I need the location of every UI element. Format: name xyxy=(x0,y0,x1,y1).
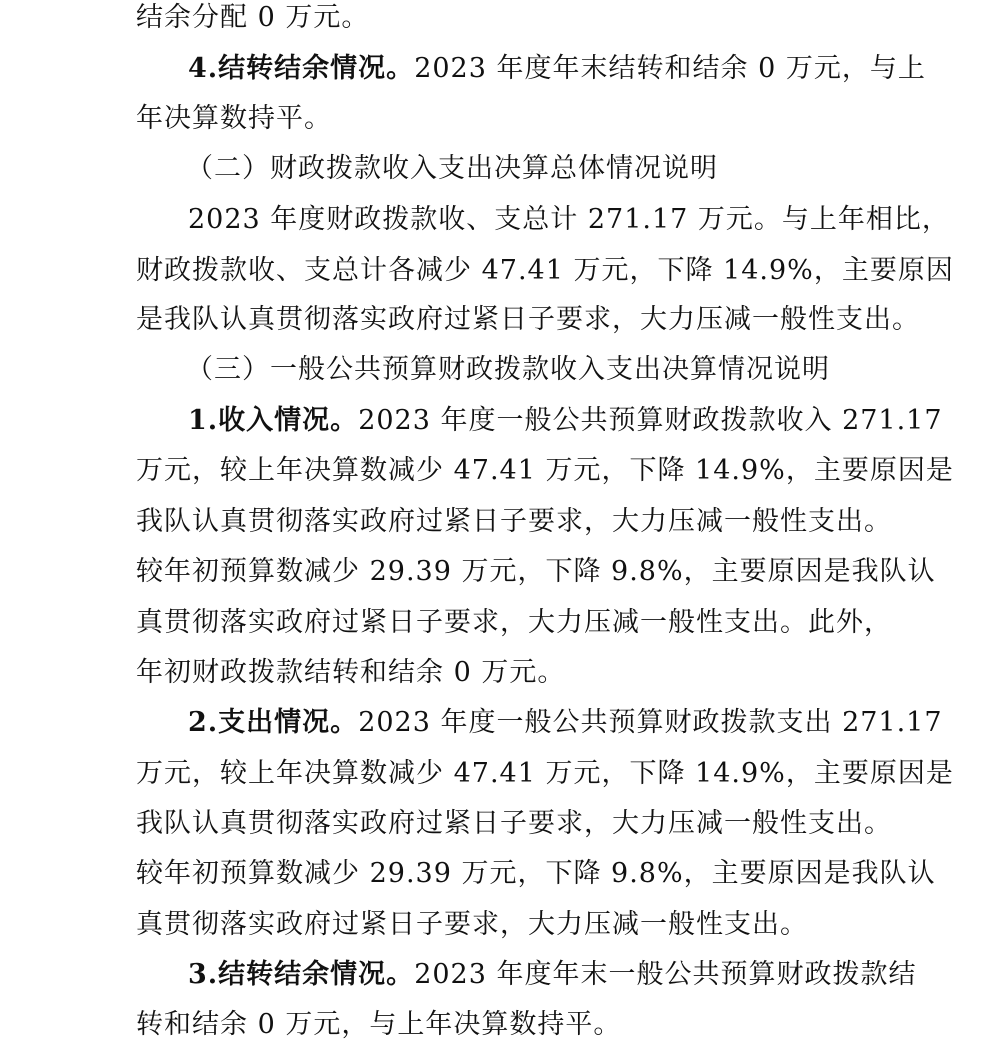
line-text: 较年初预算数减少 29.39 万元，下降 9.8%，主要原因是我队认 xyxy=(136,858,936,889)
line-text: 2023 年度年末一般公共预算财政拨款结 xyxy=(414,959,917,990)
section-item-4-heading xyxy=(188,49,926,89)
section-heading-3 xyxy=(186,350,830,390)
text-line xyxy=(136,1005,621,1045)
text-line xyxy=(136,251,954,291)
line-text: 真贯彻落实政府过紧日子要求，大力压减一般性支出。 xyxy=(136,909,808,940)
text-line xyxy=(188,200,950,240)
text-line xyxy=(136,300,920,340)
text-line xyxy=(136,552,936,592)
text-line xyxy=(136,99,332,139)
text-line xyxy=(136,653,565,693)
item-title: 2.支出情况。 xyxy=(188,707,359,738)
heading-text: （二）财政拨款收入支出决算总体情况说明 xyxy=(186,153,718,184)
line-text: 真贯彻落实政府过紧日子要求，大力压减一般性支出。此外， xyxy=(136,607,892,638)
line-text: 2023 年度一般公共预算财政拨款收入 271.17 xyxy=(358,405,943,436)
line-text: 年初财政拨款结转和结余 0 万元。 xyxy=(136,657,566,688)
section-item-3-heading xyxy=(188,955,917,995)
text-line xyxy=(136,451,954,491)
text-line xyxy=(136,804,892,844)
line-text: 我队认真贯彻落实政府过紧日子要求，大力压减一般性支出。 xyxy=(136,808,892,839)
line-text: 较年初预算数减少 29.39 万元，下降 9.8%，主要原因是我队认 xyxy=(136,556,936,587)
item-title: 3.结转结余情况。 xyxy=(188,959,415,990)
line-text: 年决算数持平。 xyxy=(136,103,332,134)
text-line xyxy=(136,0,369,38)
line-text: 2023 年度财政拨款收、支总计 271.17 万元。与上年相比， xyxy=(188,204,950,235)
line-text: 结余分配 0 万元。 xyxy=(136,2,370,33)
line-text: 是我队认真贯彻落实政府过紧日子要求，大力压减一般性支出。 xyxy=(136,304,920,335)
text-line xyxy=(136,502,892,542)
text-line xyxy=(136,854,936,894)
section-item-1-heading xyxy=(188,401,943,441)
text-line xyxy=(136,905,808,945)
line-text: 万元，较上年决算数减少 47.41 万元，下降 14.9%，主要原因是 xyxy=(136,455,954,486)
line-text: 转和结余 0 万元，与上年决算数持平。 xyxy=(136,1009,622,1040)
text-line xyxy=(136,603,892,643)
heading-text: （三）一般公共预算财政拨款收入支出决算情况说明 xyxy=(186,354,830,385)
line-text: 我队认真贯彻落实政府过紧日子要求，大力压减一般性支出。 xyxy=(136,506,892,537)
line-text: 2023 年度年末结转和结余 0 万元，与上 xyxy=(414,53,926,84)
section-heading-2 xyxy=(186,149,718,189)
line-text: 财政拨款收、支总计各减少 47.41 万元，下降 14.9%，主要原因 xyxy=(136,255,954,286)
item-title: 4.结转结余情况。 xyxy=(188,53,415,84)
section-item-2-heading xyxy=(188,703,943,743)
item-title: 1.收入情况。 xyxy=(188,405,359,436)
text-line xyxy=(136,754,954,794)
line-text: 万元，较上年决算数减少 47.41 万元，下降 14.9%，主要原因是 xyxy=(136,758,954,789)
line-text: 2023 年度一般公共预算财政拨款支出 271.17 xyxy=(358,707,943,738)
